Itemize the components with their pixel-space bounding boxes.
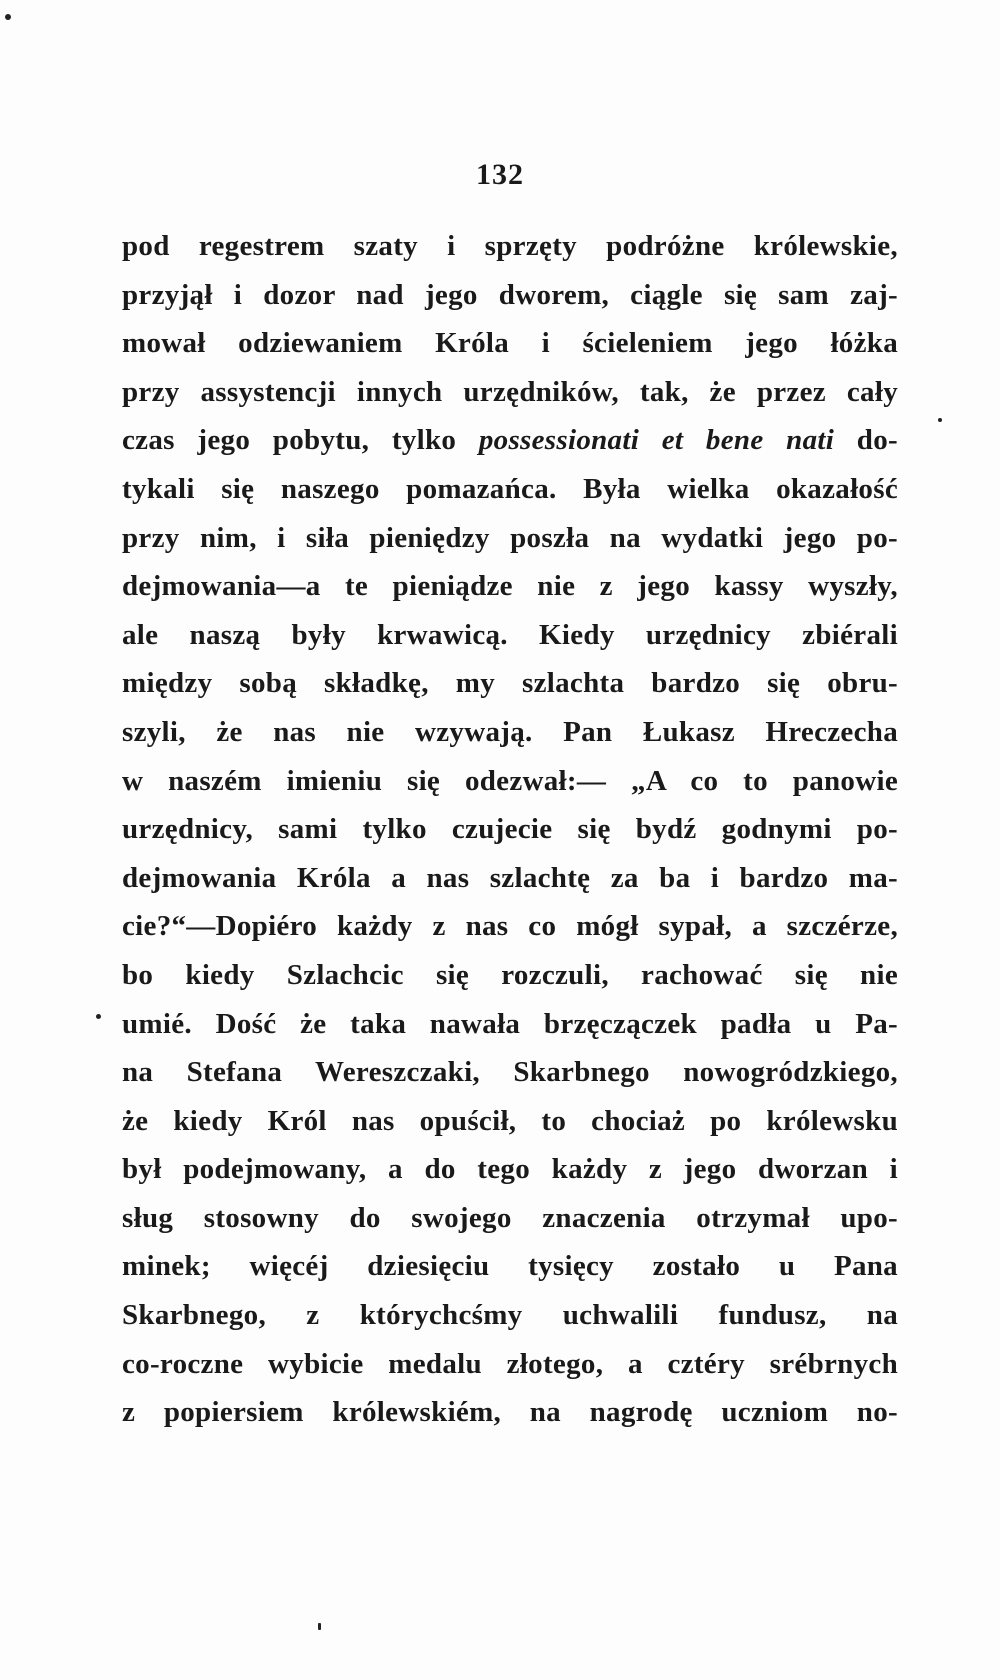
text-line: pod regestrem szaty i sprzęty podróżne królewskie, xyxy=(122,230,898,262)
text-line: na Stefana Wereszczaki, Skarbnego nowogródzkiego, xyxy=(122,1056,898,1089)
italic-latin-phrase: possessionati et bene nati xyxy=(478,424,835,457)
text-line: ale naszą były krwawicą. Kiedy urzędnicy zbiérali xyxy=(122,618,898,651)
text-line: przyjął i dozor nad jego dworem, ciągle się sam zaj- xyxy=(122,278,898,311)
scan-speck xyxy=(96,1014,101,1019)
scan-speck xyxy=(5,14,11,20)
text-line: przy assystencji innych urzędników, tak, że przez cały xyxy=(122,375,898,408)
text-line: sług stosowny do swojego znaczenia otrzymał upo- xyxy=(122,1201,898,1234)
text-line: urzędnicy, sami tylko czujecie się bydź godnymi po- xyxy=(122,813,898,846)
page-number: 132 xyxy=(476,158,524,191)
text-line: w naszém imieniu się odezwał:— „A co to panowie xyxy=(122,764,898,797)
text-line: bo kiedy Szlachcic się rozczuli, rachować się nie xyxy=(122,958,898,991)
text-line: mował odziewaniem Króla i ścieleniem jego łóżka xyxy=(122,327,898,360)
text-line: dejmowania Króla a nas szlachtę za ba i bardzo ma- xyxy=(122,861,898,894)
text-line: z popiersiem królewskiém, na nagrodę uczniom no- xyxy=(122,1396,898,1429)
text-line: cie?“—Dopiéro każdy z nas co mógł sypał, a szczérze, xyxy=(122,910,898,943)
body-text xyxy=(122,222,898,1437)
text-line: szyli, że nas nie wzywają. Pan Łukasz Hreczecha xyxy=(122,715,898,748)
text-line: dejmowania—a te pieniądze nie z jego kassy wyszły, xyxy=(122,570,898,603)
text-line: tykali się naszego pomazańca. Była wielka okazałość xyxy=(122,472,898,505)
text-line: co-roczne wybicie medalu złotego, a cztéry srébrnych xyxy=(122,1347,898,1380)
text-line: Skarbnego, z którychcśmy uchwalili fundusz, na xyxy=(122,1299,898,1332)
text-line: był podejmowany, a do tego każdy z jego dworzan i xyxy=(122,1153,898,1186)
text-line: minek; więcéj dziesięciu tysięcy zostało u Pana xyxy=(122,1250,898,1283)
scan-speck xyxy=(318,1623,321,1630)
text-line: że kiedy Król nas opuścił, to chociaż po królewsku xyxy=(122,1104,898,1137)
text-line: przy nim, i siła pieniędzy poszła na wydatki jego po- xyxy=(122,521,898,554)
text-line: umié. Dość że taka nawała brzęczączek padła u Pa- xyxy=(122,1007,898,1040)
scan-speck xyxy=(938,418,942,422)
text-line-with-italic: czas jego pobytu, tylko possessionati et bene nati do- xyxy=(122,424,898,457)
text-line: między sobą składkę, my szlachta bardzo się obru- xyxy=(122,667,898,700)
